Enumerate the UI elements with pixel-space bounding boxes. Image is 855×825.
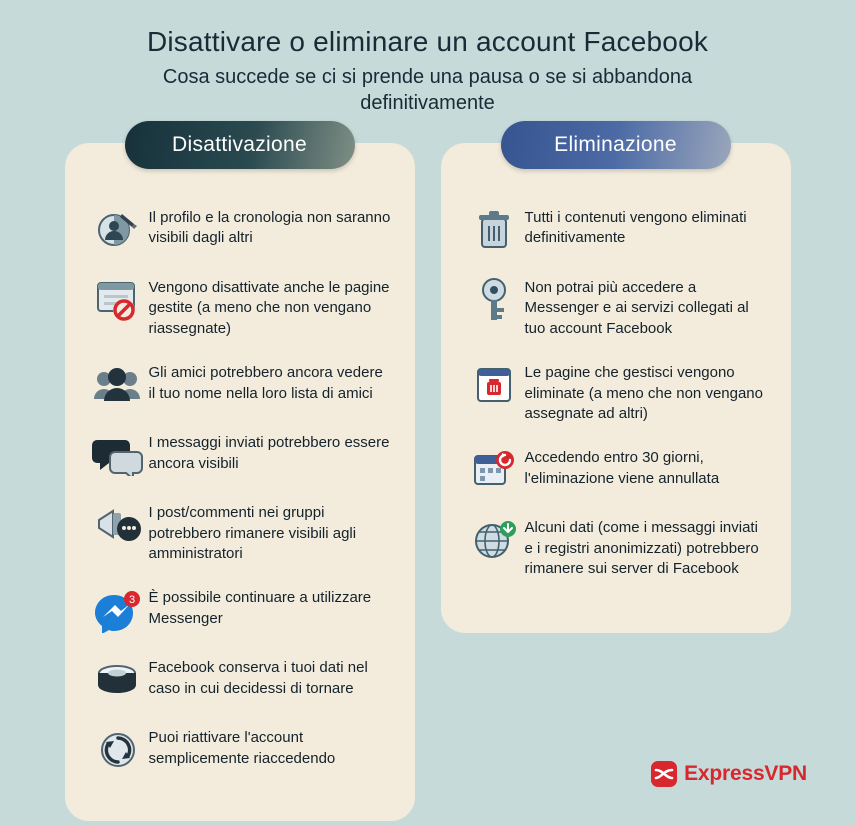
page-subtitle: Cosa succede se ci si prende una pausa o se si abbandona definitivamente [162,66,693,115]
list-item-text: Puoi riattivare l'account semplicemente riaccedendo [148,728,336,767]
list-item [87,585,393,635]
list-item-text: I post/commenti nei gruppi potrebbero rimanere visibili agli amministratori [148,503,357,563]
server-globe-icon [463,515,525,565]
list-item [463,515,769,580]
list-item-text: Il profilo e la cronologia non saranno visibili dagli altri [148,208,391,247]
messenger-badge-count: 3 [128,593,135,606]
list-item-text: Gli amici potrebbero ancora vedere il tuo nome nella loro lista di amici [148,363,383,402]
list-item [87,725,393,775]
pill-deactivation-label: Disattivazione [172,132,307,156]
profile-hidden-icon [87,205,149,255]
page-delete-icon [463,360,525,410]
expressvpn-mark-icon [651,761,677,787]
pill-deletion [501,121,731,169]
deletion-list [463,205,769,580]
reactivate-refresh-icon [87,725,149,775]
list-item [463,445,769,495]
chat-bubbles-icon [87,430,149,480]
list-item [87,430,393,480]
list-item [87,275,393,340]
trash-bin-icon [463,205,525,255]
calendar-undo-icon [463,445,525,495]
friends-group-icon [87,360,149,410]
pill-deactivation [125,121,355,169]
header [0,0,855,117]
list-item-text: Vengono disattivate anche le pagine gestite (a meno che non vengano riassegnate) [148,278,390,338]
page-disabled-icon [87,275,149,325]
list-item [87,500,393,565]
list-item-text: Alcuni dati (come i messaggi inviati e i registri anonimizzati) potrebbero rimanere sui server di Facebook [524,518,759,578]
page-title: Disattivare o eliminare un account Facebook [146,26,709,57]
key-icon [463,275,525,325]
column-deletion [441,132,791,633]
list-item [87,655,393,705]
card-deactivation [65,143,415,821]
messenger-badge-icon [87,585,149,635]
list-item-text: Facebook conserva i tuoi dati nel caso in cui decidessi di tornare [148,658,368,697]
expressvpn-logo-text: ExpressVPN [684,762,807,785]
pill-deletion-label: Eliminazione [554,132,677,156]
group-post-icon [87,500,149,550]
expressvpn-logo [651,761,807,787]
list-item [87,205,393,255]
list-item-text: È possibile continuare a utilizzare Messenger [148,588,372,627]
column-deactivation [65,132,415,821]
list-item [87,360,393,410]
list-item [463,360,769,425]
list-item [463,205,769,255]
columns-container [0,132,855,821]
list-item-text: Non potrai più accedere a Messenger e ai servizi collegati al tuo account Facebook [524,278,749,338]
data-storage-icon [87,655,149,705]
deactivation-list [87,205,393,775]
list-item-text: Tutti i contenuti vengono eliminati definitivamente [524,208,747,247]
card-deletion [441,143,791,633]
list-item [463,275,769,340]
list-item-text: Le pagine che gestisci vengono eliminate (a meno che non vengano assegnate ad altri) [524,363,763,423]
list-item-text: Accedendo entro 30 giorni, l'eliminazione viene annullata [524,448,720,487]
list-item-text: I messaggi inviati potrebbero essere ancora visibili [148,433,390,472]
